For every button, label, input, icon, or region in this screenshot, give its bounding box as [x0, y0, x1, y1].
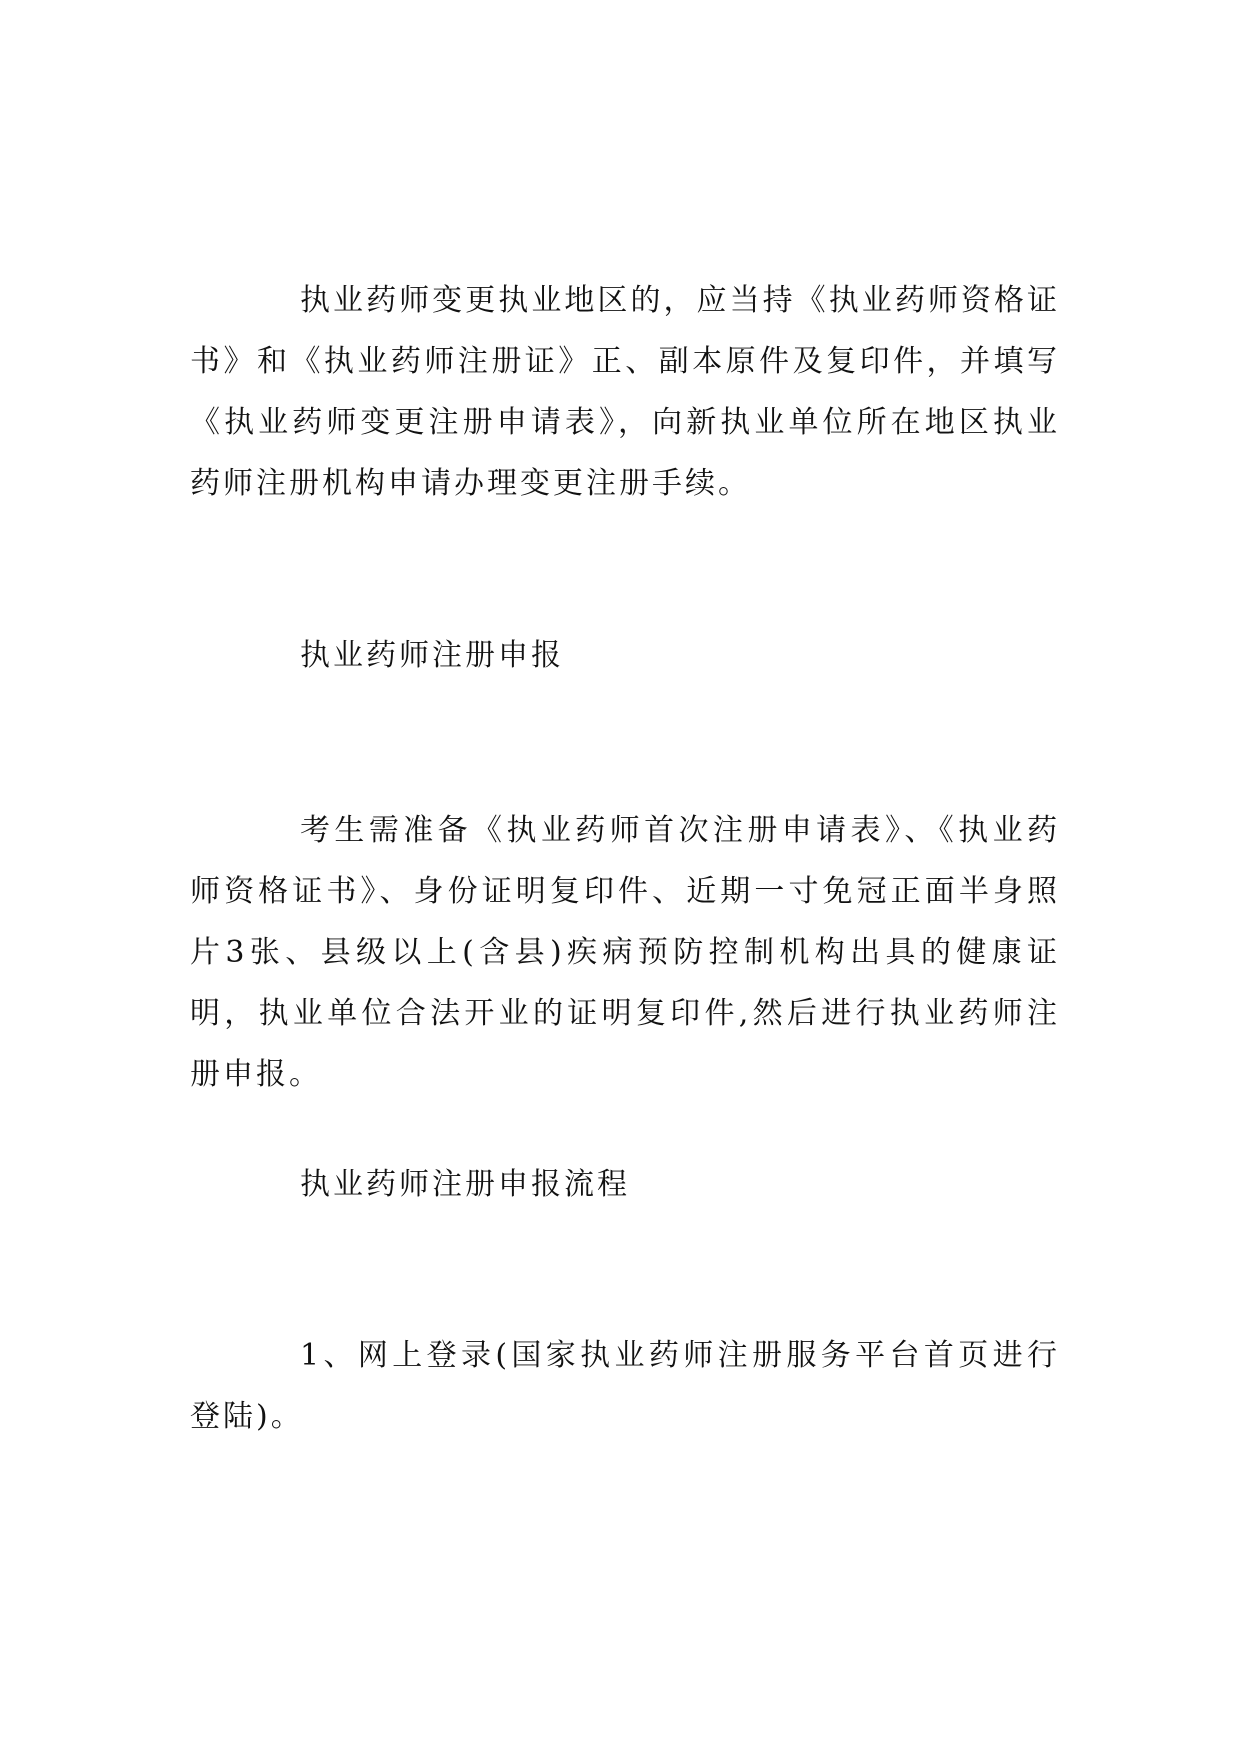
process-step-1: 1、网上登录(国家执业药师注册服务平台首页进行登陆)。 — [190, 1338, 1060, 1434]
paragraph-materials: 考生需准备《执业药师首次注册申请表》、《执业药师资格证书》、身份证明复印件、近期一寸免冠正面半身照片3张、县级以上(含县)疾病预防控制机构出具的健康证明，执业单位合法开业的证明复印件,然后进行执业药师注册申报。 — [190, 813, 1060, 1092]
heading-registration: 执业药师注册申报 — [300, 638, 564, 673]
paragraph-change-region: 执业药师变更执业地区的，应当持《执业药师资格证书》和《执业药师注册证》正、副本原件及复印件，并填写《执业药师变更注册申请表》，向新执业单位所在地区执业药师注册机构申请办理变更注册手续。 — [190, 283, 1060, 501]
heading-process: 执业药师注册申报流程 — [300, 1167, 630, 1202]
